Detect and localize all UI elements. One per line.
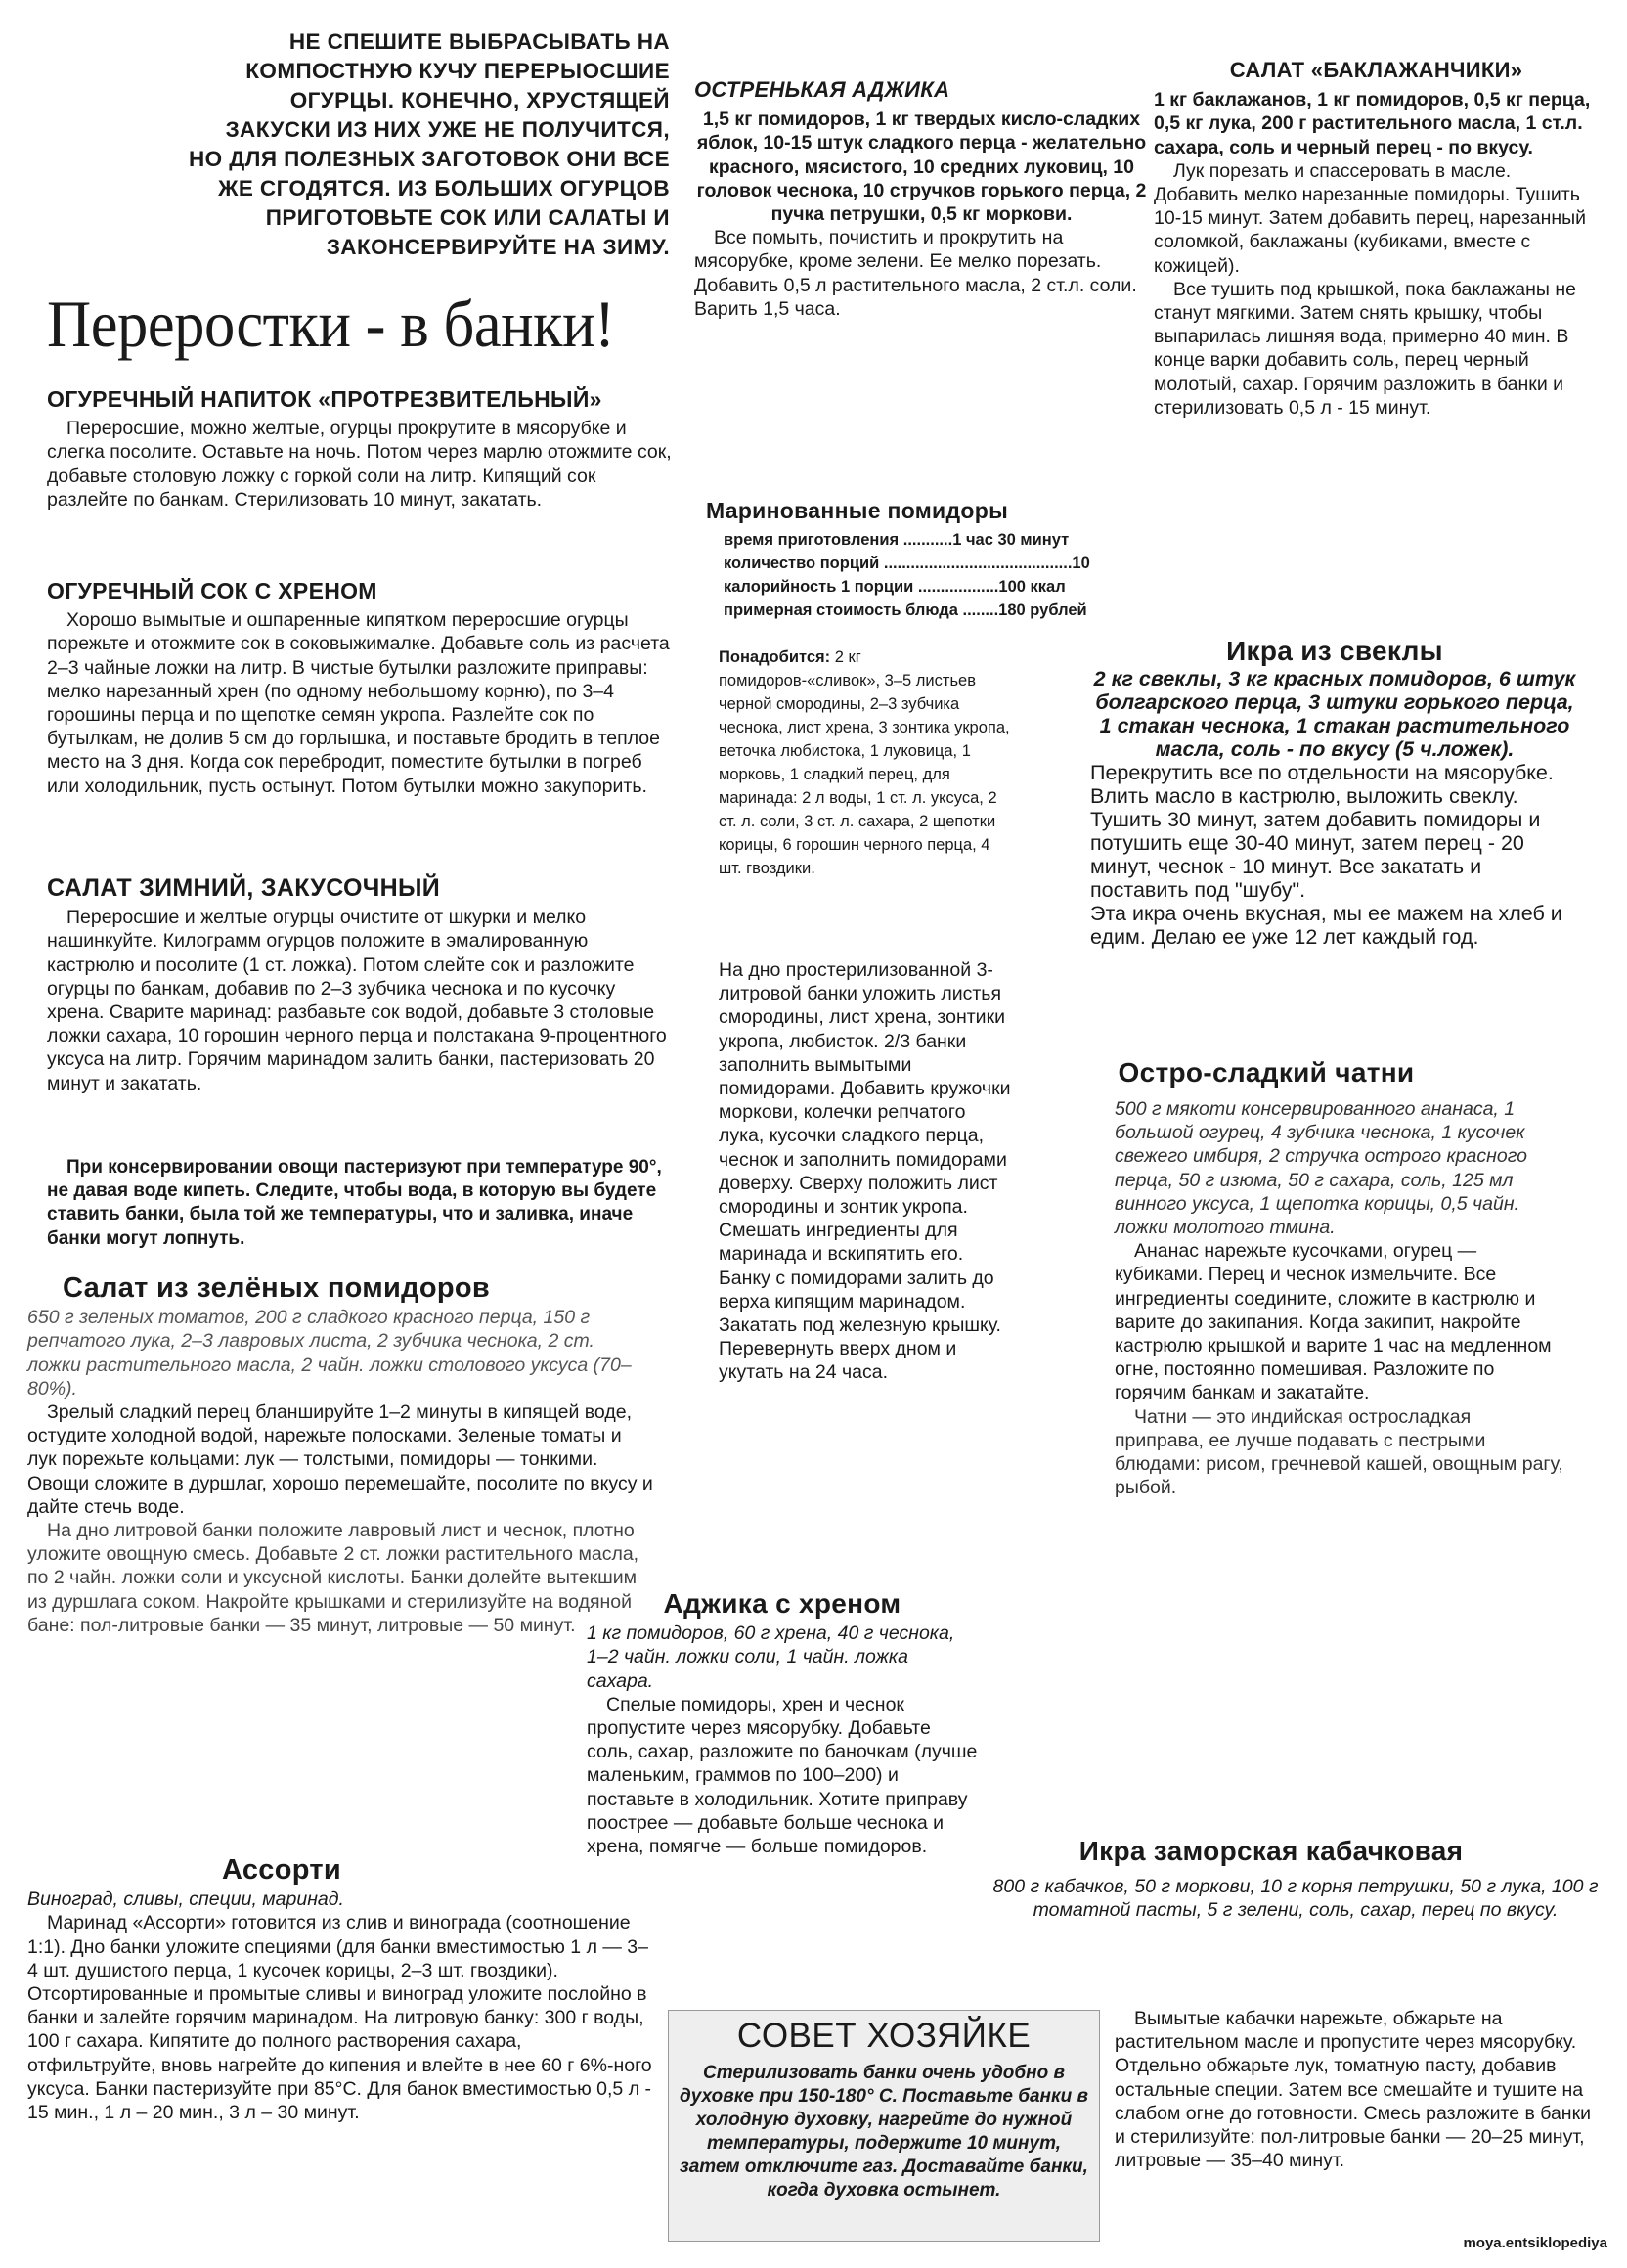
zucchini-ingredients: 800 г кабачков, 50 г моркови, 10 г корня петрушки, 50 г лука, 100 г томатной пасты, 5 г зелени, соль, сахар, перец по вкусу. [992,1876,1599,1922]
marinated-tomatoes-needed: Понадобится: 2 кг помидоров-«сливок», 3–5 листьев черной смородины, 2–3 зубчика чеснока, лист хрена, 3 зонтика укропа, веточка любистока, 1 луковица, 1 морковь, 1 сладкий перец, для маринада: 2 л воды, 1 ст. л. уксуса, 2 ст. л. соли, 3 ст. л. сахара, 2 щепотки корицы, 6 горошин черного перца, 4 шт. гвоздики. [719,648,1010,877]
drink-section [47,387,673,511]
assorti-text: Маринад «Ассорти» готовится из слив и винограда (соотношение 1:1). Дно банки уложите специями (для банки вместимостью 1 л — 3–4 шт. душистого перца, 1 кусочек корицы, 2–3 шт. гвоздики). Отсортированные и промытые сливы и виноград уложите послойно в банки и залейте горячим маринадом. На литровую банку: 300 г воды, 100 г сахара. Кипятите до полного растворения сахара, отфильтруйте, вновь нагрейте до кипения и влейте в нее 60 г 6%-ного уксуса. Банки пастеризуйте при 85°С. Для банок вместимостью 0,5 л - 15 мин., 1 л – 20 мин., 3 л – 30 минут. [27,1912,652,2124]
beet-text-1: Перекрутить все по отдельности на мясорубке. Влить масло в кастрюлю, выложить свеклу. Тушить 30 минут, затем добавить помидоры и потушить еще 30-40 минут, затем перец - 20 минут, чеснок - 10 минут. Все закатать и поставить под "шубу". [1090,761,1554,902]
marinated-tomatoes-text: На дно простерилизованной 3-литровой банки уложить листья смородины, лист хрена, зонтики укропа, любисток. 2/3 банки заполнить вымытыми помидорами. Добавить кружочки моркови, колечки репчатого лука, кусочки сладкого перца, чеснок и заполнить помидорами доверху. Сверху положить лист смородины и зонтик укропа. Смешать ингредиенты для маринада и вскипятить его. Банку с помидорами залить до верха кипящим маринадом. Закатать под железную крышку. Перевернуть вверх дном и укутать на 24 часа. [719,959,1011,1384]
chutney-ingredients: 500 г мякоти консервированного ананаса, 1 большой огурец, 4 зубчика чеснока, 1 кусочек свежего имбиря, 2 стручка острого красного перца, 50 г изюма, 50 г сахара, соль, 125 мл винного уксуса, 1 щепотка корицы, 0,5 чайн. ложки молотого тмина. [1115,1098,1527,1239]
eggplant-text-1: Лук порезать и спассеровать в масле. Добавить мелко нарезанные помидоры. Тушить 10-15 минут. Затем добавить перец, нарезанный соломкой, баклажаны (кубиками, вместе с кожицей). [1154,159,1587,277]
juice-text: Хорошо вымытые и ошпаренные кипятком переросшие огурцы порежьте и отожмите сок в соковыжималке. Добавьте соль из расчета 2–3 чайные ложки на литр. В чистые бутылки разложите приправы: мелко нарезанный хрен (по одному небольшому корню), по 3–4 горошины перца и по щепотке семян укропа. Разлейте сок по бутылкам, не долив 5 см до горлышка, и поставьте бродить в теплое место на 3 дня. Когда сок перебродит, поместите бутылки в погреб или холодильник, пусть остынут. Потом бутылки можно закупорить. [47,609,670,797]
winter-salad-text: Переросшие и желтые огурцы очистите от шкурки и мелко нашинкуйте. Килограмм огурцов положите в эмалированную кастрюлю и посолите (1 ст. ложка). Потом слейте сок и разложите огурцы по банкам, добавив по 2–3 зубчика чеснока и по кусочку хрена. Сварите маринад: разбавьте сок водой, добавьте 3 столовые ложки сахара, 10 горошин черного перца и полстакана 9-процентного уксуса на литр. Горячим маринадом залить банки, пастеризовать 20 минут и закатать. [47,907,667,1094]
chutney-section [1115,1054,1564,1499]
beet-ingredients: 2 кг свеклы, 3 кг красных помидоров, 6 штук болгарского перца, 3 штуки горького перца, 1 стакан чеснока, 1 стакан растительного масла, соль - по вкусу (5 ч.ложек). [1093,667,1576,761]
zucchini-section [988,1834,1604,1922]
chutney-title: Остро-сладкий чатни [1118,1057,1415,1088]
beet-section [1090,636,1579,949]
eggplant-ingredients: 1 кг баклажанов, 1 кг помидоров, 0,5 кг перца, 0,5 кг лука, 200 г растительного масла, 1 ст.л. сахара, соль и черный перец - по вкусу. [1154,89,1591,158]
green-tomato-ingredients: 650 г зеленых томатов, 200 г сладкого красного перца, 150 г репчатого лука, 2–3 лавровых листа, 2 зубчика чеснока, 2 ст. ложки растительного масла, 2 чайн. ложки столового уксуса (70–80%). [27,1307,632,1400]
adjika-horseradish-section [587,1588,978,1858]
zucchini-text-block [1115,2007,1594,2172]
adjika-horseradish-text: Спелые помидоры, хрен и чеснок пропустите через мясорубку. Добавьте соль, сахар, разложите по баночкам (лучше маленьким, граммов по 100–200) и поставьте в холодильник. Хотите приправу поострее — добавьте больше чеснока и хрена, помягче — больше помидоров. [587,1693,978,1858]
adjika-title: ОСТРЕНЬКАЯ АДЖИКА [694,77,950,102]
fact-row: время приготовления ...........1 час 30 минут [724,531,1070,550]
juice-title: ОГУРЕЧНЫЙ СОК С ХРЕНОМ [47,578,377,603]
intro-text: НЕ СПЕШИТЕ ВЫБРАСЫВАТЬ НА КОМПОСТНУЮ КУЧУ ПЕРЕРЫОСШИЕ ОГУРЦЫ. КОНЕЧНО, ХРУСТЯЩЕЙ ЗАКУСКИ ИЗ НИХ УЖЕ НЕ ПОЛУЧИТСЯ, НО ДЛЯ ПОЛЕЗНЫХ ЗАГОТОВОК ОНИ ВСЕ ЖЕ СГОДЯТСЯ. ИЗ БОЛЬШИХ ОГУРЦОВ ПРИГОТОВЬТЕ СОК ИЛИ САЛАТЫ И ЗАКОНСЕРВИРУЙТЕ НА ЗИМУ. [189,29,670,259]
green-tomato-title: Салат из зелёных помидоров [63,1272,491,1304]
source-watermark: moya.entsiklopediya [1463,2235,1607,2251]
zucchini-title: Икра заморская кабачковая [1078,1836,1464,1866]
beet-title: Икра из свеклы [1226,636,1443,666]
winter-salad-section [47,876,673,1095]
marinated-tomatoes-title: Маринованные помидоры [706,498,1009,523]
adjika-ingredients: 1,5 кг помидоров, 1 кг твердых кисло-сладких яблок, 10-15 штук сладкого перца - желательно красного, мясистого, 10 средних луковиц, 10 головок чеснока, 10 стручков горького перца, 2 пучка петрушки, 0,5 кг моркови. [696,109,1147,226]
winter-salad-title: САЛАТ ЗИМНИЙ, ЗАКУСОЧНЫЙ [47,874,440,902]
adjika-text: Все помыть, почистить и прокрутить на мясорубке, кроме зелени. Ее мелко порезать. Добавить 0,5 л растительного масла, 2 ст.л. соли. Варить 1,5 часа. [694,227,1137,320]
green-tomato-section [27,1272,653,1637]
beet-text-2: Эта икра очень вкусная, мы ее мажем на хлеб и едим. Делаю ее уже 12 лет каждый год. [1090,902,1562,949]
chutney-text-1: Ананас нарежьте кусочками, огурец — кубиками. Перец и чеснок измельчите. Все ингредиенты соедините, сложите в кастрюлю и варите до закипания. Когда закипит, накройте кастрюлю крышкой и варите 1 час на медленном огне, постоянно помешивая. Разложите по горячим банкам и закатайте. [1115,1240,1552,1404]
drink-title: ОГУРЕЧНЫЙ НАПИТОК «ПРОТРЕЗВИТЕЛЬНЫЙ» [47,386,602,412]
assorti-ingredients: Виноград, сливы, специи, маринад. [27,1889,344,1911]
recipe-facts-table [724,528,1205,622]
adjika-section [694,78,1149,321]
drink-text: Переросшие, можно желтые, огурцы прокрутите в мясорубке и слегка посолите. Оставьте на ночь. Потом через марлю отожмите сок, добавьте столовую ложку с горкой соли на литр. Кипящий сок разлейте по банкам. Стерилизовать 10 минут, закатать. [47,418,672,511]
tip-text: Стерилизовать банки очень удобно в духовке при 150-180° С. Поставьте банки в холодную духовку, нагрейте до нужной температуры, подержите 10 минут, затем отключите газ. Доставайте банки, когда духовка остынет. [679,2063,1089,2201]
pasteurize-note: При консервировании овощи пастеризуют при температуре 90°, не давая воде кипеть. Следите, чтобы вода, в которую вы будете ставить банки, была той же температуры, что и заливка, иначе банки могут лопнуть. [47,1157,662,1249]
chutney-text-2: Чатни — это индийская остросладкая приправа, ее лучше подавать с пестрыми блюдами: рисом, гречневой кашей, овощным рагу, рыбой. [1115,1405,1563,1499]
fact-row: калорийность 1 порции ..................100 ккал [724,578,1066,597]
marinated-tomatoes-section [706,499,1205,622]
eggplant-text-2: Все тушить под крышкой, пока баклажаны не станут мягкими. Затем снять крышку, чтобы выпарилась лишняя вода, примерно 40 мин. В конце варки добавить соль, перец черный молотый, сахар. Горячим разложить в банки и стерилизовать 0,5 л - 15 минут. [1154,278,1576,419]
assorti-title: Ассорти [222,1854,341,1886]
eggplant-title: САЛАТ «БАКЛАЖАНЧИКИ» [1229,58,1523,82]
adjika-horseradish-ingredients: 1 кг помидоров, 60 г хрена, 40 г чеснока, 1–2 чайн. ложки соли, 1 чайн. ложка сахара. [587,1623,955,1692]
fact-row: примерная стоимость блюда ........180 рублей [724,601,1087,620]
main-title: Переростки - в банки! [47,287,615,361]
juice-section [47,579,673,798]
green-tomato-text-2: На дно литровой банки положите лавровый лист и чеснок, плотно уложите овощную смесь. Добавьте 2 ст. ложки растительного масла, по 2 чайн. ложки соли и уксусной кислоты. Банки долейте вытекшим из дуршлага соком. Накройте крышками и стерилизуйте на водяной бане: пол-литровые банки — 35 минут, литровые — 50 минут. [27,1520,639,1636]
fact-row: количество порций ..........................................10 [724,555,1090,573]
adjika-horseradish-title: Аджика с хреном [663,1588,901,1619]
tip-box [668,2010,1100,2242]
zucchini-text: Вымытые кабачки нарежьте, обжарьте на растительном масле и пропустите через мясорубку. Отдельно обжарьте лук, томатную пасту, добавив остальные специи. Затем все смешайте и тушите на слабом огне до готовности. Смесь разложите в банки и стерилизуйте: пол-литровые банки — 20–25 минут, литровые — 35–40 минут. [1115,2008,1592,2172]
green-tomato-text-1: Зрелый сладкий перец бланшируйте 1–2 минуты в кипящей воде, остудите холодной водой, нарежьте полосками. Зеленые томаты и лук порежьте кольцами: лук — толстыми, помидоры — тонкими. Овощи сложите в дуршлаг, хорошо перемешайте, посолите по вкусу и дайте стечь воде. [27,1401,653,1518]
assorti-section [27,1854,653,2124]
tip-title: СОВЕТ ХОЗЯЙКЕ [736,2017,1032,2055]
eggplant-section [1154,59,1599,420]
